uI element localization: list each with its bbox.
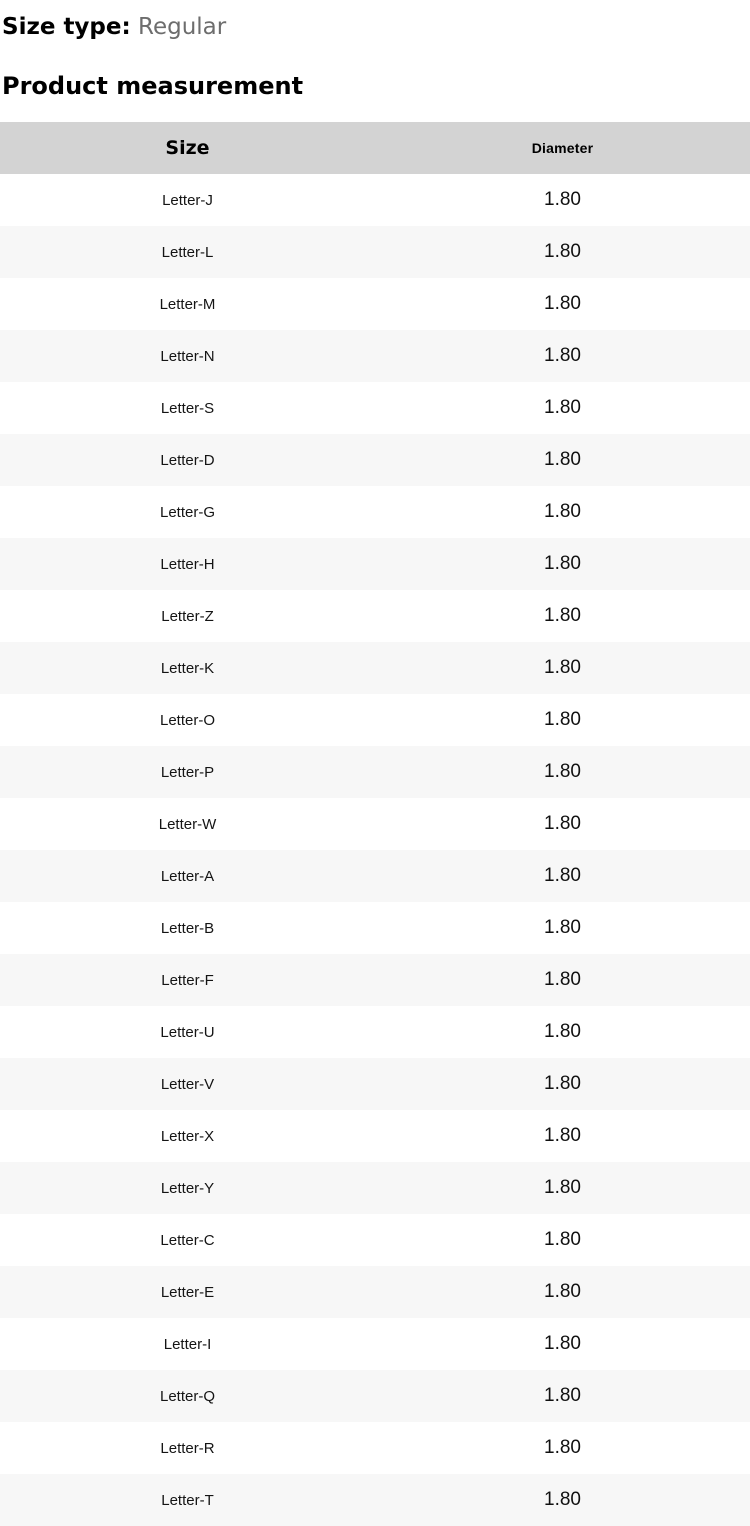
- table-row: [0, 330, 750, 382]
- diameter-cell: 1.80: [375, 1318, 750, 1370]
- diameter-cell: 1.80: [375, 590, 750, 642]
- size-cell: Letter-E: [0, 1266, 375, 1318]
- page-header: [0, 0, 750, 100]
- measurement-table: [0, 122, 750, 1526]
- table-row: [0, 1370, 750, 1422]
- size-cell: Letter-Y: [0, 1162, 375, 1214]
- diameter-cell: 1.80: [375, 174, 750, 226]
- size-cell: Letter-V: [0, 1058, 375, 1110]
- size-cell: Letter-G: [0, 486, 375, 538]
- size-cell: Letter-M: [0, 278, 375, 330]
- size-cell: Letter-C: [0, 1214, 375, 1266]
- size-cell: Letter-S: [0, 382, 375, 434]
- diameter-cell: 1.80: [375, 850, 750, 902]
- column-header-size: Size: [0, 122, 375, 174]
- size-cell: Letter-B: [0, 902, 375, 954]
- diameter-cell: 1.80: [375, 1370, 750, 1422]
- size-cell: Letter-Z: [0, 590, 375, 642]
- diameter-cell: 1.80: [375, 902, 750, 954]
- size-cell: Letter-J: [0, 174, 375, 226]
- table-row: [0, 1214, 750, 1266]
- diameter-cell: 1.80: [375, 1110, 750, 1162]
- table-row: [0, 902, 750, 954]
- table-row: [0, 278, 750, 330]
- size-cell: Letter-O: [0, 694, 375, 746]
- diameter-cell: 1.80: [375, 1422, 750, 1474]
- table-row: [0, 1422, 750, 1474]
- size-cell: Letter-W: [0, 798, 375, 850]
- size-cell: Letter-X: [0, 1110, 375, 1162]
- table-row: [0, 1474, 750, 1526]
- diameter-cell: 1.80: [375, 798, 750, 850]
- page-title: Product measurement: [2, 71, 304, 100]
- diameter-cell: 1.80: [375, 1214, 750, 1266]
- column-header-diameter: Diameter: [375, 122, 750, 174]
- diameter-cell: 1.80: [375, 278, 750, 330]
- size-cell: Letter-L: [0, 226, 375, 278]
- table-row: [0, 1266, 750, 1318]
- size-cell: Letter-P: [0, 746, 375, 798]
- table-row: [0, 382, 750, 434]
- table-row: [0, 1162, 750, 1214]
- size-type-label: Size type:: [2, 14, 131, 40]
- table-row: [0, 590, 750, 642]
- size-type-line: [2, 14, 750, 42]
- table-row: [0, 1318, 750, 1370]
- table-row: [0, 850, 750, 902]
- table-row: [0, 694, 750, 746]
- size-cell: Letter-R: [0, 1422, 375, 1474]
- size-cell: Letter-I: [0, 1318, 375, 1370]
- diameter-cell: 1.80: [375, 226, 750, 278]
- size-cell: Letter-N: [0, 330, 375, 382]
- size-cell: Letter-H: [0, 538, 375, 590]
- table-header-row: [0, 122, 750, 174]
- size-cell: Letter-Q: [0, 1370, 375, 1422]
- diameter-cell: 1.80: [375, 954, 750, 1006]
- table-row: [0, 486, 750, 538]
- size-cell: Letter-F: [0, 954, 375, 1006]
- size-cell: Letter-A: [0, 850, 375, 902]
- size-cell: Letter-D: [0, 434, 375, 486]
- table-row: [0, 226, 750, 278]
- diameter-cell: 1.80: [375, 1266, 750, 1318]
- table-header: [0, 122, 750, 174]
- diameter-cell: 1.80: [375, 694, 750, 746]
- size-type-value: Regular: [138, 14, 227, 40]
- diameter-cell: 1.80: [375, 538, 750, 590]
- size-cell: Letter-T: [0, 1474, 375, 1526]
- table-row: [0, 1110, 750, 1162]
- size-cell: Letter-U: [0, 1006, 375, 1058]
- table-body: [0, 174, 750, 1526]
- table-row: [0, 954, 750, 1006]
- diameter-cell: 1.80: [375, 1162, 750, 1214]
- table-row: [0, 1058, 750, 1110]
- diameter-cell: 1.80: [375, 382, 750, 434]
- diameter-cell: 1.80: [375, 486, 750, 538]
- size-cell: Letter-K: [0, 642, 375, 694]
- diameter-cell: 1.80: [375, 642, 750, 694]
- diameter-cell: 1.80: [375, 434, 750, 486]
- table-row: [0, 642, 750, 694]
- table-row: [0, 746, 750, 798]
- table-row: [0, 1006, 750, 1058]
- diameter-cell: 1.80: [375, 1006, 750, 1058]
- diameter-cell: 1.80: [375, 746, 750, 798]
- table-row: [0, 174, 750, 226]
- diameter-cell: 1.80: [375, 1058, 750, 1110]
- diameter-cell: 1.80: [375, 1474, 750, 1526]
- table-row: [0, 538, 750, 590]
- table-row: [0, 798, 750, 850]
- diameter-cell: 1.80: [375, 330, 750, 382]
- table-row: [0, 434, 750, 486]
